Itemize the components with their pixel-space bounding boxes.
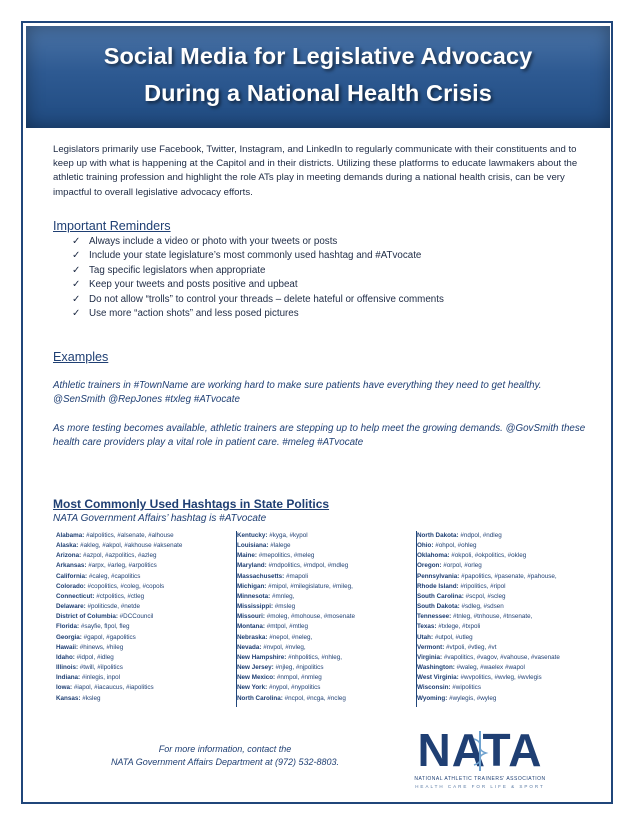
state-hashtags: #tnleg, #tnhouse, #tnsenate, bbox=[452, 613, 533, 621]
state-hashtags: #sayfie, flpol, fleg bbox=[80, 623, 130, 631]
logo-name: NATIONAL ATHLETIC TRAINERS' ASSOCIATION bbox=[414, 776, 546, 782]
hashtag-row bbox=[417, 602, 597, 612]
state-hashtags: #njleg, #njpolitics bbox=[275, 664, 324, 672]
hashtag-row bbox=[56, 572, 226, 582]
examples-heading: Examples bbox=[53, 350, 109, 364]
state-name: Washington: bbox=[417, 664, 455, 672]
state-hashtags: #iapol, #iacaucus, #iapolitics bbox=[73, 684, 154, 692]
reminder-text: Use more “action shots” and less posed pictures bbox=[89, 308, 299, 320]
state-name: Idaho: bbox=[56, 653, 75, 661]
state-hashtags: #waleg, #waelex #wapol bbox=[456, 664, 525, 672]
hashtag-row bbox=[56, 683, 226, 693]
state-hashtags: #mapoli bbox=[286, 572, 309, 580]
state-name: Florida: bbox=[56, 623, 80, 631]
state-name: California: bbox=[56, 572, 88, 580]
hashtag-row bbox=[417, 622, 597, 632]
state-name: Utah: bbox=[417, 633, 434, 641]
state-name: Texas: bbox=[417, 623, 437, 631]
reminders-list bbox=[72, 235, 444, 321]
state-name: Ohio: bbox=[417, 542, 434, 550]
hashtag-row bbox=[237, 572, 409, 582]
state-hashtags: #wipolitics bbox=[452, 684, 481, 692]
state-hashtags: #mnleg, bbox=[271, 592, 295, 600]
state-hashtags: #twill, #ilpolitics bbox=[79, 664, 123, 672]
hashtag-row bbox=[417, 683, 597, 693]
list-item bbox=[72, 264, 444, 278]
hashtag-row bbox=[56, 541, 226, 551]
state-hashtags: #mepolitics, #meleg bbox=[258, 552, 315, 560]
hashtag-column-3 bbox=[416, 531, 597, 707]
hashtag-row bbox=[417, 572, 597, 582]
state-name: South Carolina: bbox=[417, 592, 464, 600]
checkmark-icon: ✓ bbox=[72, 264, 81, 276]
list-item bbox=[72, 235, 444, 249]
state-name: Indiana: bbox=[56, 674, 81, 682]
hashtag-row bbox=[56, 551, 226, 561]
hashtags-subheading: NATA Government Affairs’ hashtag is #ATvocate bbox=[53, 513, 267, 524]
state-hashtags: #mtpol, #mtleg bbox=[266, 623, 309, 631]
state-hashtags: #wylegis, #wyleg bbox=[449, 694, 497, 702]
title-line-1: Social Media for Legislative Advocacy bbox=[103, 43, 533, 69]
checkmark-icon: ✓ bbox=[72, 308, 81, 320]
state-name: Hawaii: bbox=[56, 643, 79, 651]
hashtag-row bbox=[237, 663, 409, 673]
state-name: Minnesota: bbox=[237, 592, 271, 600]
hashtag-row bbox=[237, 531, 409, 541]
state-name: New Hampshire: bbox=[237, 653, 287, 661]
state-hashtags: #akleg, #akpol, #akhouse #aksenate bbox=[80, 542, 183, 550]
hashtag-column-2 bbox=[236, 531, 409, 707]
state-name: North Dakota: bbox=[417, 532, 459, 539]
state-name: Maine: bbox=[237, 552, 257, 560]
hashtag-row bbox=[417, 592, 597, 602]
state-hashtags: #copolitics, #coleg, #copols bbox=[87, 582, 165, 590]
hashtag-row bbox=[237, 643, 409, 653]
state-hashtags: #nmpol, #nmleg bbox=[276, 674, 322, 682]
state-hashtags: #moleg, #mohouse, #mosenate bbox=[266, 613, 355, 621]
title-line-2: During a National Health Crisis bbox=[144, 80, 492, 106]
state-hashtags: #scpol, #scleg bbox=[465, 592, 506, 600]
hashtag-row bbox=[56, 694, 226, 704]
state-hashtags: #ksleg bbox=[82, 694, 101, 702]
nata-logo bbox=[394, 724, 566, 793]
reminders-heading: Important Reminders bbox=[53, 219, 171, 233]
contact-line-2: NATA Government Affairs Department at (972) 532-8803. bbox=[110, 756, 340, 767]
state-hashtags: #ctpolitics, #ctleg bbox=[96, 592, 145, 600]
reminder-text: Tag specific legislators when appropriate bbox=[89, 264, 266, 276]
hashtag-row bbox=[417, 673, 597, 683]
hashtag-row bbox=[56, 602, 226, 612]
state-hashtags: #inlegis, inpol bbox=[81, 674, 121, 682]
hashtag-row bbox=[417, 653, 597, 663]
state-name: South Dakota: bbox=[417, 603, 460, 611]
hashtag-column-1 bbox=[56, 531, 226, 704]
state-name: North Carolina: bbox=[237, 694, 283, 702]
hashtag-row bbox=[56, 653, 226, 663]
list-item bbox=[72, 249, 444, 263]
state-hashtags: #wvpolitics, #wvleg, #wvlegis bbox=[460, 674, 542, 682]
state-name: Mississippi: bbox=[237, 603, 274, 611]
hashtag-row bbox=[417, 561, 597, 571]
example-post-2: As more testing becomes available, athletic trainers are stepping up to help meet the growing demands. @GovSmith these health care providers play a vital role in patient care. #meleg #ATvocate bbox=[53, 423, 586, 449]
state-name: Alabama: bbox=[56, 532, 85, 539]
hashtag-row bbox=[56, 622, 226, 632]
state-hashtags: #idpol, #idleg bbox=[76, 653, 114, 661]
state-hashtags: #politicsde, #netde bbox=[87, 603, 141, 611]
hashtag-row bbox=[417, 582, 597, 592]
state-hashtags: #ndpol, #ndleg bbox=[460, 532, 502, 539]
state-name: Missouri: bbox=[237, 613, 265, 621]
list-item bbox=[72, 307, 444, 321]
contact-line-1: For more information, contact the bbox=[158, 744, 292, 754]
hashtag-row bbox=[56, 663, 226, 673]
state-name: Iowa: bbox=[56, 684, 73, 692]
state-hashtags: #sdleg, #sdsen bbox=[461, 603, 504, 611]
state-name: New Jersey: bbox=[237, 664, 274, 672]
hashtag-row bbox=[237, 561, 409, 571]
state-name: Rhode Island: bbox=[417, 582, 459, 590]
checkmark-icon: ✓ bbox=[72, 279, 81, 291]
hashtag-row bbox=[417, 633, 597, 643]
state-name: Nevada: bbox=[237, 643, 262, 651]
state-hashtags: #gapol, #gapolitics bbox=[83, 633, 136, 641]
caduceus-icon bbox=[394, 724, 566, 777]
hashtag-row bbox=[237, 612, 409, 622]
state-hashtags: #vapolitics, #vagov, #vahouse, #vasenate bbox=[443, 653, 560, 661]
state-hashtags: #arpx, #arleg, #arpolitics bbox=[88, 562, 157, 570]
hashtag-row bbox=[56, 561, 226, 571]
hashtag-row bbox=[417, 541, 597, 551]
hashtag-row bbox=[417, 694, 597, 704]
logo-tagline: HEALTH CARE FOR LIFE & SPORT bbox=[415, 784, 545, 789]
state-name: Wisconsin: bbox=[417, 684, 451, 692]
reminder-text: Keep your tweets and posts positive and upbeat bbox=[89, 279, 298, 291]
hashtag-row bbox=[56, 673, 226, 683]
hashtag-row bbox=[237, 673, 409, 683]
list-item bbox=[72, 293, 444, 307]
state-hashtags: #nhpolitics, #nhleg, bbox=[288, 653, 343, 661]
state-hashtags: #msleg bbox=[274, 603, 296, 611]
state-name: Nebraska: bbox=[237, 633, 268, 641]
hashtag-row bbox=[56, 612, 226, 622]
state-hashtags: #ohpol, #ohleg bbox=[435, 542, 477, 550]
state-name: Illinois: bbox=[56, 664, 79, 672]
hashtag-row bbox=[237, 683, 409, 693]
state-hashtags: #mipol, #milegislature, #mileg, bbox=[268, 582, 353, 590]
state-hashtags: #kyga, #kypol bbox=[269, 532, 308, 539]
state-name: Massachusetts: bbox=[237, 572, 285, 580]
reminder-text: Always include a video or photo with your tweets or posts bbox=[89, 236, 338, 247]
state-name: Arizona: bbox=[56, 552, 82, 560]
hashtag-row bbox=[417, 551, 597, 561]
hashtag-row bbox=[56, 643, 226, 653]
state-hashtags: #nypol, #nypolitics bbox=[268, 684, 321, 692]
state-name: Kansas: bbox=[56, 694, 81, 702]
state-name: Arkansas: bbox=[56, 562, 87, 570]
state-hashtags: #alpolitics, #alsenate, #alhouse bbox=[86, 532, 174, 539]
reminder-text: Do not allow “trolls” to control your threads – delete hateful or offensive comments bbox=[89, 293, 444, 305]
hashtag-row bbox=[237, 551, 409, 561]
state-name: Georgia: bbox=[56, 633, 82, 641]
hashtag-row bbox=[417, 612, 597, 622]
state-hashtags: #txlege, #txpoli bbox=[438, 623, 481, 631]
state-hashtags: #DCCouncil bbox=[119, 613, 154, 621]
state-name: New Mexico: bbox=[237, 674, 276, 682]
state-name: West Virginia: bbox=[417, 674, 459, 682]
reminder-text: Include your state legislature’s most commonly used hashtag and #ATvocate bbox=[89, 250, 422, 262]
hashtags-heading: Most Commonly Used Hashtags in State Politics bbox=[53, 497, 330, 511]
state-name: Colorado: bbox=[56, 582, 86, 590]
state-name: Wyoming: bbox=[417, 694, 448, 702]
hashtag-row bbox=[237, 653, 409, 663]
hashtag-row bbox=[417, 531, 597, 541]
state-hashtags: #orpol, #orleg bbox=[443, 562, 482, 570]
hashtag-row bbox=[237, 622, 409, 632]
intro-paragraph: Legislators primarily use Facebook, Twitter, Instagram, and LinkedIn to regularly communicate with their constituents and to keep up with what is happening at the Capitol and in their districts. Utilizing these platforms to educate lawmakers about the athletic training profession and highlight the role ATs play in meeting demands during a national health crisis, can be very impactful to overall legislative advocacy efforts. bbox=[53, 144, 578, 198]
hashtag-row bbox=[237, 602, 409, 612]
state-name: Kentucky: bbox=[237, 532, 268, 539]
hashtag-row bbox=[56, 531, 226, 541]
state-hashtags: #lalege bbox=[270, 542, 291, 550]
state-hashtags: #nepol, #neleg, bbox=[269, 633, 313, 641]
state-name: Montana: bbox=[237, 623, 265, 631]
title-banner bbox=[26, 26, 610, 128]
hashtag-row bbox=[237, 633, 409, 643]
hashtag-row bbox=[56, 592, 226, 602]
state-name: Tennessee: bbox=[417, 613, 452, 621]
state-hashtags: #okpoli, #okpolitics, #okleg bbox=[451, 552, 527, 560]
list-item bbox=[72, 278, 444, 292]
hashtag-row bbox=[417, 643, 597, 653]
hashtag-row bbox=[237, 541, 409, 551]
logo-mark: NATA bbox=[417, 724, 543, 776]
state-hashtags: #ncpol, #ncga, #ncleg bbox=[284, 694, 346, 702]
hashtag-row bbox=[56, 633, 226, 643]
state-hashtags: #mdpolitics, #mdpol, #mdleg bbox=[268, 562, 349, 570]
hashtag-row bbox=[237, 582, 409, 592]
state-name: Connecticut: bbox=[56, 592, 95, 600]
checkmark-icon: ✓ bbox=[72, 236, 81, 247]
checkmark-icon: ✓ bbox=[72, 293, 81, 305]
state-name: Louisiana: bbox=[237, 542, 269, 550]
state-name: Oregon: bbox=[417, 562, 442, 570]
state-name: New York: bbox=[237, 684, 268, 692]
state-hashtags: #papolitics, #pasenate, #pahouse, bbox=[461, 572, 557, 580]
state-hashtags: #hinews, #hileg bbox=[79, 643, 124, 651]
state-name: Virginia: bbox=[417, 653, 443, 661]
state-hashtags: #utpol, #utleg bbox=[434, 633, 473, 641]
state-hashtags: #azpol, #azpolitics, #azleg bbox=[82, 552, 157, 560]
contact-footer bbox=[95, 743, 355, 768]
state-name: Vermont: bbox=[417, 643, 445, 651]
state-name: Alaska: bbox=[56, 542, 79, 550]
checkmark-icon: ✓ bbox=[72, 250, 81, 262]
state-hashtags: #ripolitics, #ripol bbox=[460, 582, 506, 590]
state-name: District of Columbia: bbox=[56, 613, 118, 621]
hashtag-row bbox=[237, 694, 409, 704]
state-hashtags: #nvpol, #nvleg, bbox=[263, 643, 306, 651]
state-name: Oklahoma: bbox=[417, 552, 450, 560]
state-hashtags: #vtpoli, #vtleg, #vt bbox=[446, 643, 497, 651]
state-name: Pennsylvania: bbox=[417, 572, 460, 580]
state-name: Michigan: bbox=[237, 582, 267, 590]
hashtag-row bbox=[237, 592, 409, 602]
state-hashtags: #caleg, #capolitics bbox=[88, 572, 141, 580]
hashtag-row bbox=[417, 663, 597, 673]
state-name: Maryland: bbox=[237, 562, 267, 570]
hashtag-row bbox=[56, 582, 226, 592]
state-name: Delaware: bbox=[56, 603, 86, 611]
example-post-1: Athletic trainers in #TownName are working hard to make sure patients have everything they need to get healthy. @SenSmith @RepJones #txleg #ATvocate bbox=[53, 380, 542, 406]
